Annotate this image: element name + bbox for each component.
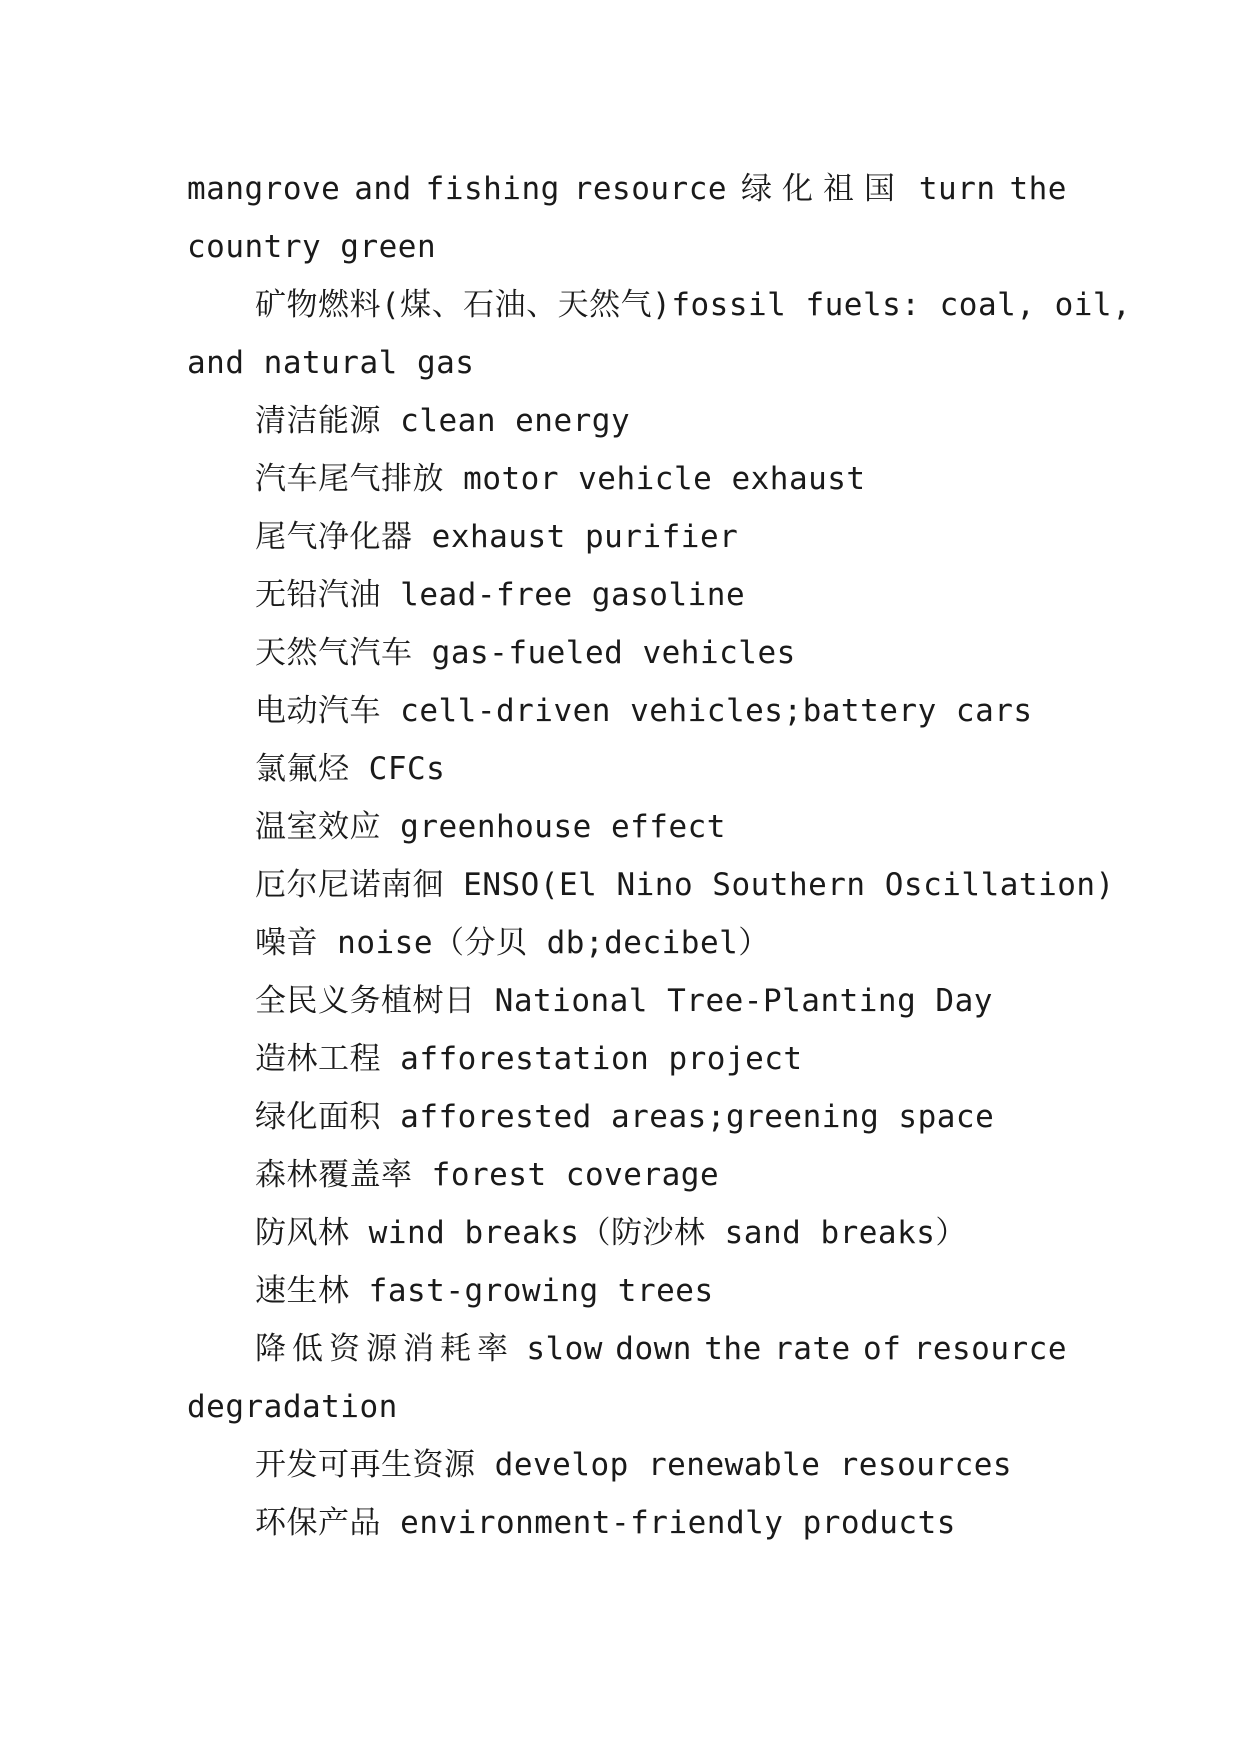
text-line-16: 造林工程 afforestation project: [255, 1041, 803, 1077]
word: mangrove: [187, 171, 341, 207]
text-line-11: 氯氟烃 CFCs: [255, 751, 446, 787]
text-line-14: 噪音 noise（分贝 db;decibel）: [255, 925, 770, 961]
word: rate: [774, 1331, 851, 1367]
word: fishing: [425, 171, 560, 207]
word: down: [615, 1331, 692, 1367]
text-line-4: and natural gas: [187, 345, 475, 381]
text-line-2: country green: [187, 229, 437, 265]
text-line-21: [187, 1320, 1067, 1378]
text-line-19: 防风林 wind breaks（防沙林 sand breaks）: [255, 1215, 967, 1251]
word: and: [354, 171, 412, 207]
word: turn: [918, 171, 996, 207]
word: slow: [526, 1331, 603, 1367]
text-line-18: 森林覆盖率 forest coverage: [255, 1157, 720, 1193]
word: 绿化祖国: [740, 171, 905, 207]
word: the: [1009, 171, 1067, 207]
word: the: [704, 1331, 762, 1367]
text-line-7: 尾气净化器 exhaust purifier: [255, 519, 739, 555]
word: resource: [913, 1331, 1067, 1367]
text-line-9: 天然气汽车 gas-fueled vehicles: [255, 635, 796, 671]
text-line-15: 全民义务植树日 National Tree-Planting Day: [255, 983, 993, 1019]
text-line-23: 开发可再生资源 develop renewable resources: [255, 1447, 1013, 1483]
text-line-8: 无铅汽油 lead-free gasoline: [255, 577, 746, 613]
text-line-24: 环保产品 environment-friendly products: [255, 1505, 956, 1541]
text-line-12: 温室效应 greenhouse effect: [255, 809, 726, 845]
text-line-20: 速生林 fast-growing trees: [255, 1273, 714, 1309]
word: resource: [573, 171, 728, 207]
word: 降低资源消耗率: [255, 1331, 514, 1367]
text-line-10: 电动汽车 cell-driven vehicles;battery cars: [255, 693, 1033, 729]
word: of: [863, 1331, 902, 1367]
text-line-1: [187, 160, 1067, 218]
text-line-13: 厄尔尼诺南徊 ENSO(El Nino Southern Oscillation): [255, 867, 1115, 903]
text-line-3: 矿物燃料(煤、石油、天然气)fossil fuels: coal, oil,: [255, 287, 1132, 323]
text-line-5: 清洁能源 clean energy: [255, 403, 631, 439]
text-line-6: 汽车尾气排放 motor vehicle exhaust: [255, 461, 866, 497]
document-body: [187, 160, 1132, 1552]
text-line-22: degradation: [187, 1389, 398, 1425]
text-line-17: 绿化面积 afforested areas;greening space: [255, 1099, 995, 1135]
